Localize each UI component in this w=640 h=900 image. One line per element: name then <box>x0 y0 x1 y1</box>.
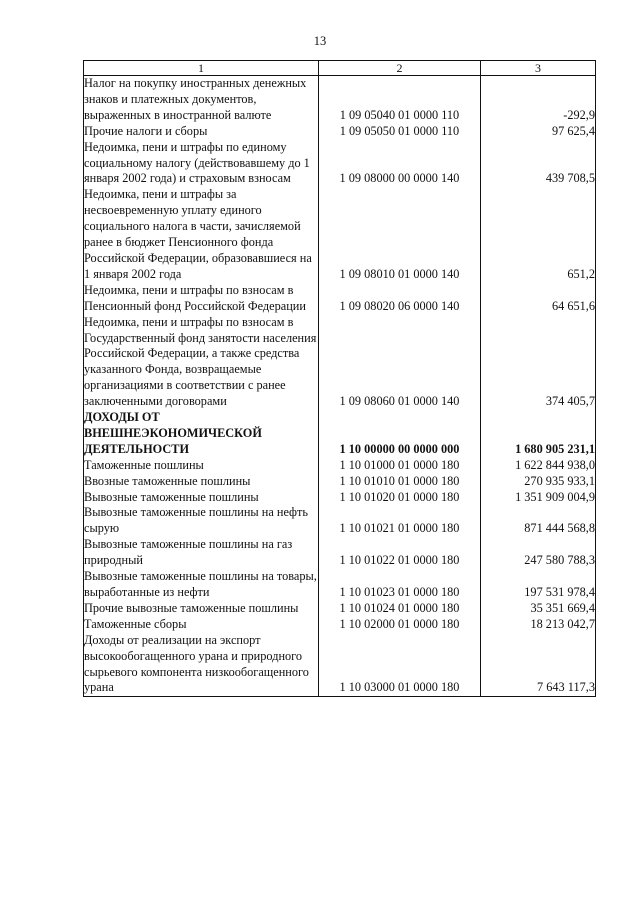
row-amount-cell: -292,9 <box>481 76 596 124</box>
column-header-code: 2 <box>319 61 481 76</box>
row-code-cell: 1 09 08010 01 0000 140 <box>319 187 481 282</box>
budget-table <box>83 60 596 697</box>
row-code-cell: 1 10 01024 01 0000 180 <box>319 601 481 617</box>
row-amount-cell: 18 213 042,7 <box>481 617 596 633</box>
row-name-cell: Доходы от реализации на экспорт высокообогащенного урана и природного сырьевого компонента низкообогащенного урана <box>84 633 319 697</box>
table-row <box>84 76 596 124</box>
row-name-cell: ДОХОДЫ ОТ ВНЕШНЕЭКОНОМИЧЕСКОЙ ДЕЯТЕЛЬНОСТИ <box>84 410 319 458</box>
page-number: 13 <box>313 34 327 48</box>
row-name-cell: Таможенные пошлины <box>84 458 319 474</box>
row-name-cell: Вывозные таможенные пошлины на нефть сырую <box>84 505 319 537</box>
row-code-cell: 1 10 01010 01 0000 180 <box>319 474 481 490</box>
row-amount-cell: 871 444 568,8 <box>481 505 596 537</box>
table-row <box>84 505 596 537</box>
table-row <box>84 187 596 282</box>
row-code-cell: 1 10 00000 00 0000 000 <box>319 410 481 458</box>
row-code-cell: 1 10 01020 01 0000 180 <box>319 490 481 506</box>
row-amount-cell: 64 651,6 <box>481 283 596 315</box>
table-row <box>84 633 596 697</box>
row-amount-cell: 7 643 117,3 <box>481 633 596 697</box>
row-name-cell: Недоимка, пени и штрафы за несвоевременную уплату единого социального налога в части, зачисляемой ранее в бюджет Пенсионного фонда Российской Федерации, образовавшиеся на 1 января 2002 года <box>84 187 319 282</box>
row-name-cell: Прочие налоги и сборы <box>84 124 319 140</box>
row-name-cell: Недоимка, пени и штрафы по единому социальному налогу (действовавшему до 1 января 2002 года) и страховым взносам <box>84 140 319 188</box>
row-amount-cell: 1 622 844 938,0 <box>481 458 596 474</box>
row-code-cell: 1 10 02000 01 0000 180 <box>319 617 481 633</box>
row-code-cell: 1 09 05050 01 0000 110 <box>319 124 481 140</box>
column-header-name: 1 <box>84 61 319 76</box>
row-code-cell: 1 10 01021 01 0000 180 <box>319 505 481 537</box>
table-row <box>84 474 596 490</box>
table-row <box>84 537 596 569</box>
table-row <box>84 458 596 474</box>
table-row <box>84 490 596 506</box>
row-name-cell: Вывозные таможенные пошлины <box>84 490 319 506</box>
row-name-cell: Вывозные таможенные пошлины на газ природный <box>84 537 319 569</box>
row-amount-cell: 97 625,4 <box>481 124 596 140</box>
row-amount-cell: 35 351 669,4 <box>481 601 596 617</box>
row-code-cell: 1 10 01022 01 0000 180 <box>319 537 481 569</box>
row-code-cell: 1 09 08060 01 0000 140 <box>319 315 481 410</box>
table-row <box>84 283 596 315</box>
table-row <box>84 410 596 458</box>
row-code-cell: 1 10 01000 01 0000 180 <box>319 458 481 474</box>
row-amount-cell: 270 935 933,1 <box>481 474 596 490</box>
row-code-cell: 1 10 03000 01 0000 180 <box>319 633 481 697</box>
header-row <box>84 61 596 76</box>
table-row <box>84 617 596 633</box>
row-name-cell: Недоимка, пени и штрафы по взносам в Государственный фонд занятости населения Российской Федерации, а также средства указанного Фонда, возвращаемые организациями в соответствии с ранее заключенными договорами <box>84 315 319 410</box>
row-amount-cell: 1 680 905 231,1 <box>481 410 596 458</box>
row-name-cell: Прочие вывозные таможенные пошлины <box>84 601 319 617</box>
row-amount-cell: 651,2 <box>481 187 596 282</box>
row-amount-cell: 1 351 909 004,9 <box>481 490 596 506</box>
row-name-cell: Таможенные сборы <box>84 617 319 633</box>
row-name-cell: Налог на покупку иностранных денежных знаков и платежных документов, выраженных в иностранной валюте <box>84 76 319 124</box>
row-name-cell: Вывозные таможенные пошлины на товары, выработанные из нефти <box>84 569 317 599</box>
row-code-cell: 1 09 08020 06 0000 140 <box>319 283 481 315</box>
row-amount-cell: 247 580 788,3 <box>481 537 596 569</box>
row-name-cell: Недоимка, пени и штрафы по взносам в Пенсионный фонд Российской Федерации <box>84 283 319 315</box>
table-row <box>84 601 596 617</box>
row-code-cell: 1 09 05040 01 0000 110 <box>319 76 481 124</box>
table-row <box>84 124 596 140</box>
row-amount-cell: 374 405,7 <box>481 315 596 410</box>
column-header-amount: 3 <box>481 61 596 76</box>
row-code-cell: 1 09 08000 00 0000 140 <box>319 140 481 188</box>
row-amount-cell: 439 708,5 <box>481 140 596 188</box>
table-row <box>84 569 596 601</box>
row-code-cell: 1 10 01023 01 0000 180 <box>319 569 481 601</box>
row-name-cell: Ввозные таможенные пошлины <box>84 474 319 490</box>
row-amount-cell: 197 531 978,4 <box>481 569 596 601</box>
table-row <box>84 140 596 188</box>
table-row <box>84 315 596 410</box>
